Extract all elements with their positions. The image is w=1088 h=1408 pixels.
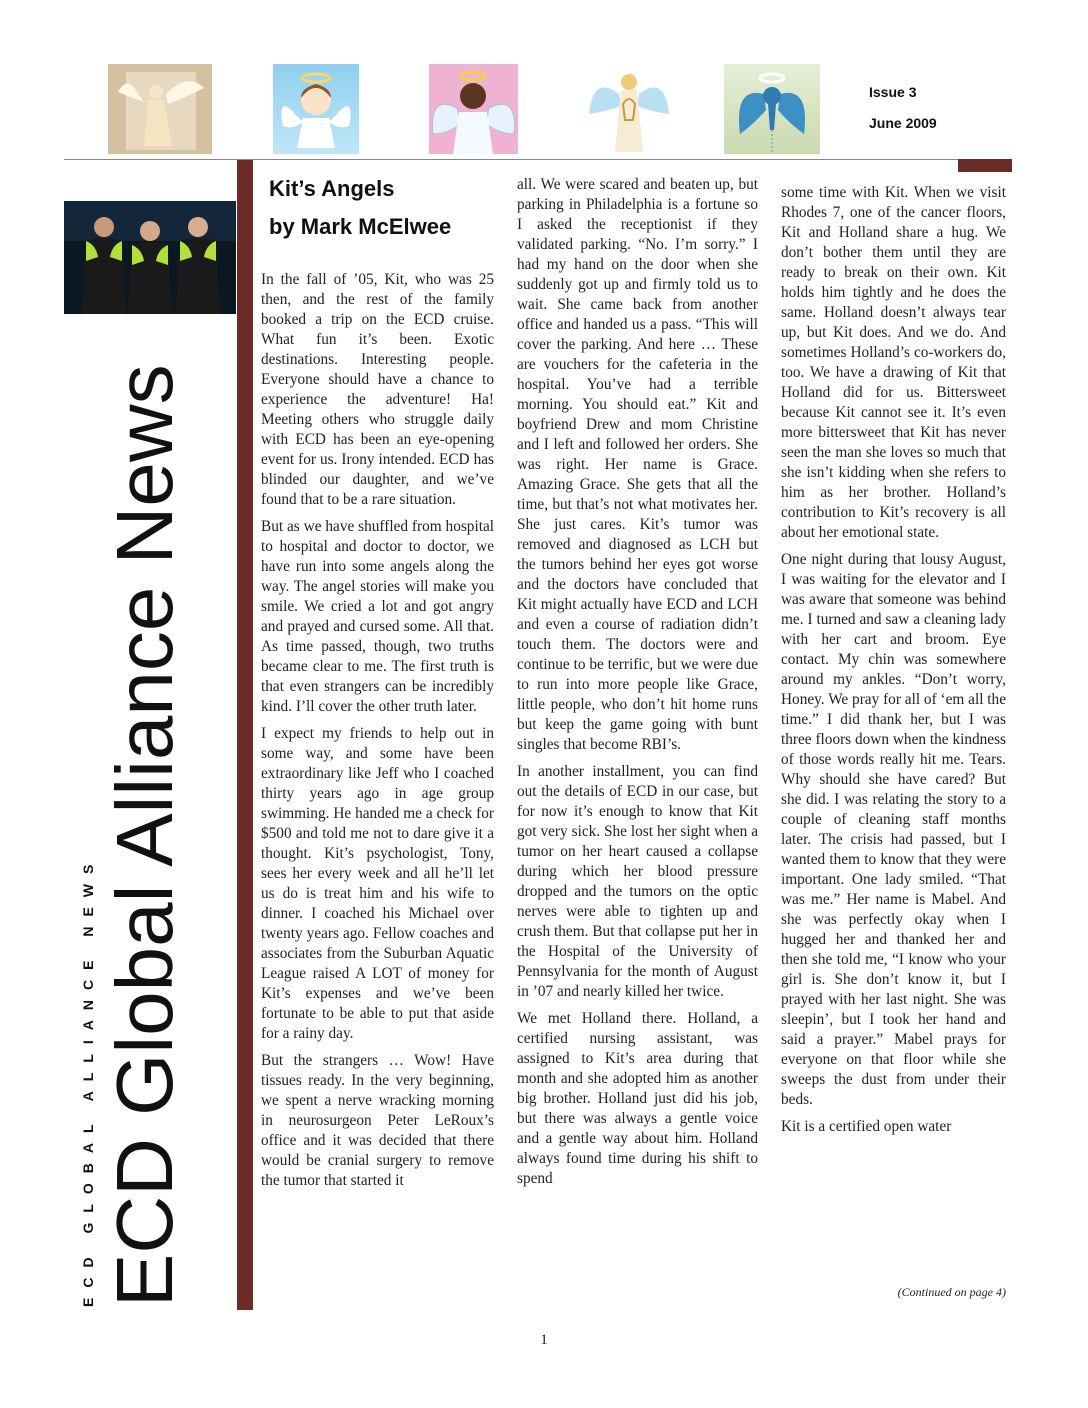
newsletter-small-title: ECD GLOBAL ALLIANCE NEWS [80, 854, 96, 1307]
blue-angel-image [724, 64, 820, 154]
article-title: Kit’s Angels [269, 176, 395, 201]
header-rule [64, 159, 1012, 160]
paragraph: all. We were scared and beaten up, but parking in Philadelphia is a fortune so I asked the receptionist if they validated parking. “No. I’m sorry.” I had my hand on the door when she suddenly got up and firmly told us to wait. She came back from another office and handed us a pass. “This will cover the parking. And here … These are vouchers for the cafeteria in the hospital. You’ve had a terrible morning. You should eat.” Kit and boyfriend Drew and mom Christine and I left and followed her orders. She was right. Her name is Grace. Amazing Grace. She gets that all the time, but that’s not what motivates her. She just cares. Kit’s tumor was removed and diagnosed as LCH but the tumors behind her eyes got worse and the doctors have concluded that Kit might actually have ECD and LCH and even a course of radiation didn’t touch them. The doctors were and continue to be terrific, but we were due to run into more people like Grace, little people, who don’t hit home runs but keep the game going with bunt singles that become RBI’s. [517, 176, 758, 753]
paragraph: Kit is a certified open water [781, 1118, 952, 1135]
issue-date: June 2009 [869, 115, 937, 131]
paragraph: In another installment, you can find out the details of ECD in our case, but for now it’s enough to know that Kit got very sick. She lost her sight when a tumor on her heart caused a collapse during which her blood pressure dropped and the tumors on the optic nerves were able to tighten up and crush them. But that collapse put her in the Hospital of the University of Pennsylvania for the month of August in ’07 and nearly killed her twice. [517, 763, 758, 1000]
harp-angel-image [583, 64, 674, 154]
article-column-1 [261, 270, 494, 1198]
header-accent-block [958, 159, 1012, 172]
cartoon-angel-image [273, 64, 359, 154]
article-byline: by Mark McElwee [269, 214, 452, 239]
article-column-2 [517, 175, 758, 1196]
page-number: 1 [540, 1332, 548, 1348]
paragraph: some time with Kit. When we visit Rhodes 7, one of the cancer floors, Kit and Holland share a hug. We don’t bother them until they are ready to break on their own. Kit holds him tightly and he does the same. Holland doesn’t always tear up, but Kit does. And we do. And sometimes Holland’s co-workers do, too. We have a drawing of Kit that Holland did for us. Bittersweet because Kit cannot see it. It’s even more bittersweet that Kit has never seen the man she loves so much that she isn’t kidding when she refers to him as her brother. Holland’s contribution to Kit’s recovery is all about her emotional state. [781, 184, 1006, 541]
paragraph: One night during that lousy August, I was waiting for the elevator and I was aware that someone was behind me. I turned and saw a cleaning lady with her cart and broom. Eye contact. My chin was somewhere around my ankles. “Don’t worry, Honey. We pray for all of ‘em all the time.” I did thank her, but I was three floors down when the kindness of those words really hit me. Tears. Why should she have cared? But she did. I was relating the story to a couple of cleaning staff months later. The crisis had passed, but I wanted them to know that they were important. One lady smiled. “That was me.” Her name is Mabel. And she was perfectly okay when I hugged her and thanked her and then she told me, “I know who your girl is. She don’t know it, but I prayed with her last night. She was sleepin’, but I took her hand and said a prayer.” Mabel prays for everyone on that floor while she sweeps the dust from under their beds. [781, 551, 1006, 1108]
paragraph: In the fall of ’05, Kit, who was 25 then, and the rest of the family booked a trip on the ECD cruise. What fun it’s been. Exotic destinations. Interesting people. Everyone should have a chance to experience the adventure! Ha! Meeting others who struggle daily with ECD has been an eye-opening event for us. Irony intended. ECD has blinded our daughter, and we’ve found that to be a rare situation. [261, 271, 494, 508]
paragraph: But the strangers … Wow! Have tissues ready. In the very beginning, we spent a nerve wracking morning in neurosurgeon Peter LeRoux’s office and it was decided that there would be cranial surgery to remove the tumor that started it [261, 1052, 494, 1189]
child-angel-image [429, 64, 518, 154]
vertical-accent-bar [237, 160, 253, 1310]
issue-number: Issue 3 [869, 84, 917, 100]
paragraph: I expect my friends to help out in some way, and some have been extraordinary like Jeff who I coached thirty years ago in age group swimming. He handed me a check for $500 and told me not to dare give it a thought. Kit’s psychologist, Tony, sees her every week and all he’ll let us do is treat him and his wife to dinner. I coached his Michael over twenty years ago. Fellow coaches and associates from the Suburban Aquatic League raised A LOT of money for Kit’s expenses and we’ve been fortunate to be able to put that aside for a rainy day. [261, 725, 494, 1042]
paragraph: But as we have shuffled from hospital to hospital and doctor to doctor, we have run into some angels along the way. The angel stories will make you smile. We cried a lot and got angry and prayed and cursed some. All that. As time passed, though, two truths became clear to me. The first truth is that even strangers can be incredibly kind. I’ll cover the other truth later. [261, 518, 494, 715]
angel-silhouette-image [108, 64, 212, 154]
newsletter-title: ECD Global Alliance News [100, 364, 189, 1307]
paragraph: We met Holland there. Holland, a certified nursing assistant, was assigned to Kit’s area during that month and she adopted him as another big brother. Holland just did his job, but there was always a gentle voice and a gentle way about him. Holland always found time during his shift to spend [517, 1010, 758, 1187]
article-column-3 [781, 183, 1006, 1144]
wetsuit-photo [64, 201, 236, 314]
continued-note: (Continued on page 4) [897, 1285, 1006, 1299]
